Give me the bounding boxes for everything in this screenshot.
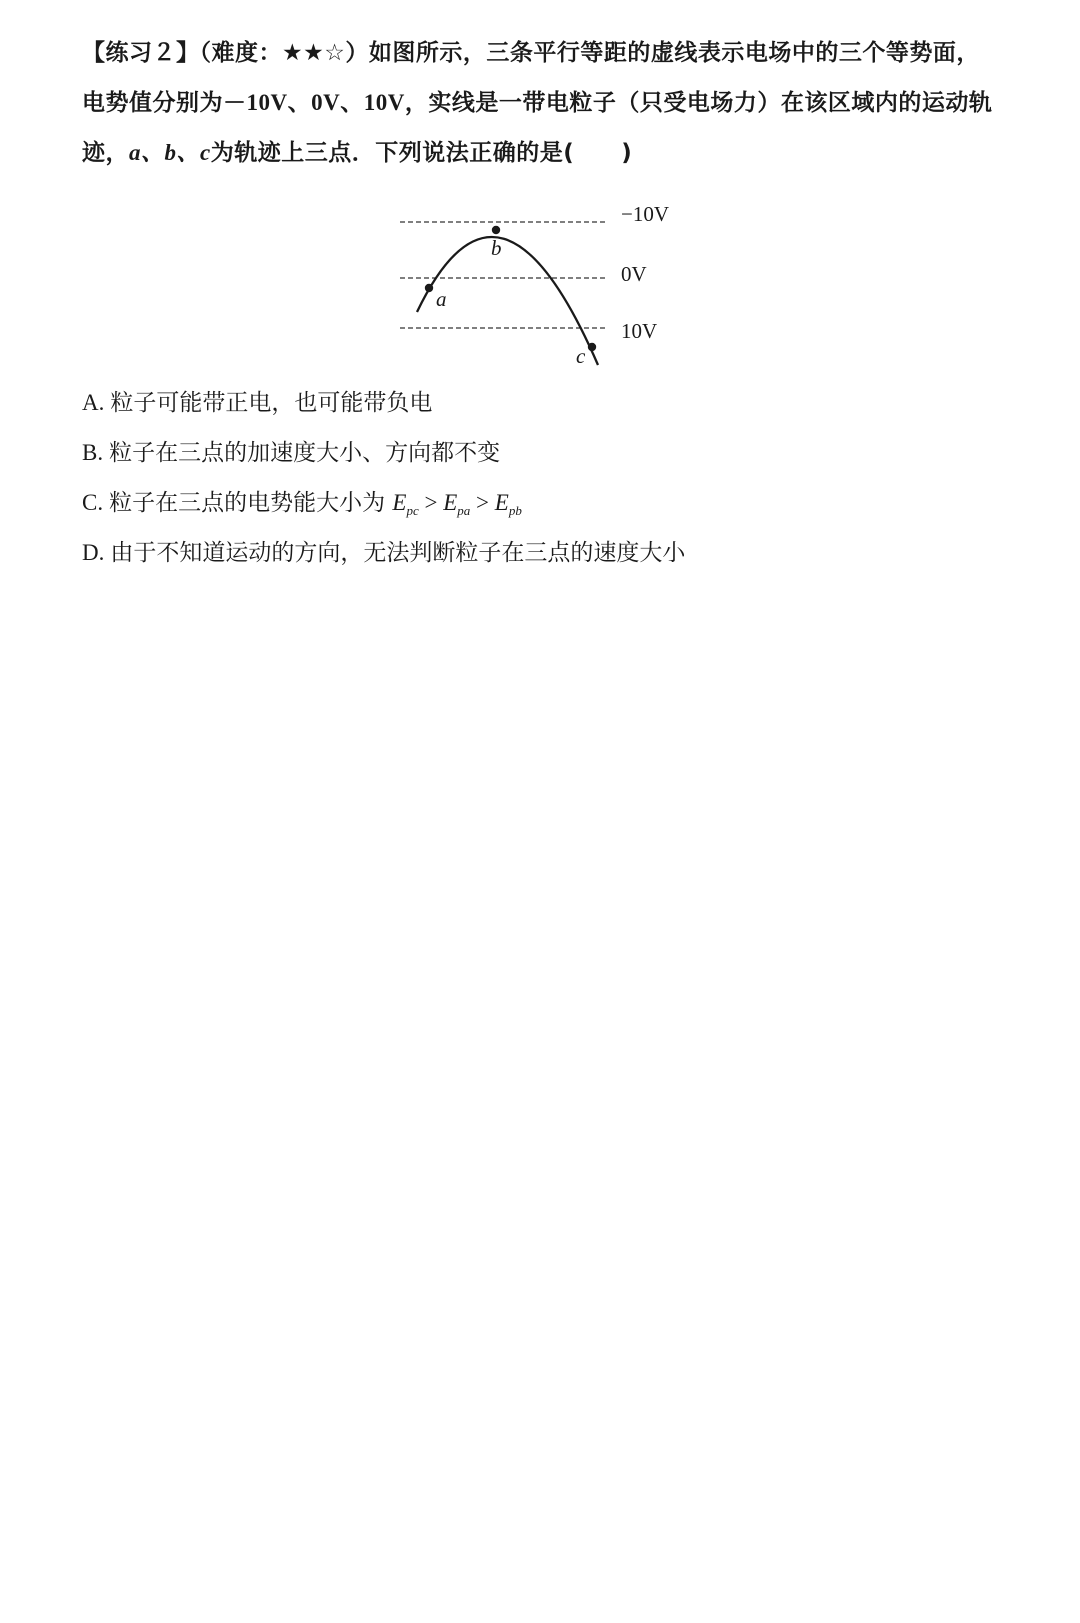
option-b-key: B.: [82, 440, 104, 465]
option-a-text: 粒子可能带正电，也可能带负电: [110, 390, 433, 416]
energy-symbol-1: E: [392, 490, 407, 515]
point-b-label: b: [491, 236, 502, 260]
energy-sub-pa: pa: [457, 503, 471, 518]
option-d: [82, 538, 685, 568]
point-names: a、b、c: [129, 140, 211, 165]
option-b-text: 粒子在三点的加速度大小、方向都不变: [109, 440, 501, 466]
question-stem: [82, 28, 1002, 178]
option-c-text: 粒子在三点的电势能大小为: [109, 490, 386, 516]
option-c-key: C.: [82, 490, 104, 515]
point-a-label: a: [436, 287, 447, 311]
energy-sub-pb: pb: [508, 503, 522, 518]
point-a-dot: [425, 284, 433, 292]
option-a-key: A.: [82, 390, 105, 415]
point-c-dot: [588, 343, 596, 351]
stem-text-3: 为轨迹上三点．下列说法正确的是( ): [210, 140, 633, 166]
energy-symbol-2: E: [443, 490, 458, 515]
option-a: [82, 388, 432, 418]
figure-svg: [390, 195, 690, 375]
option-d-text: 由于不知道运动的方向，无法判断粒子在三点的速度大小: [110, 540, 686, 566]
energy-sub-pc: pc: [406, 503, 419, 518]
option-d-key: D.: [82, 540, 105, 565]
stem-text-1: 如图所示，三条平行等距的虚线表示电场中的三个等势面，电势值分别为: [82, 40, 980, 116]
line-label-10: 10V: [621, 319, 658, 343]
equipotential-figure: [390, 195, 690, 375]
operator-2: >: [470, 490, 495, 515]
line-label-0: 0V: [621, 262, 647, 286]
exercise-label: 【练习２】: [82, 40, 200, 66]
potential-values: －10V、0V、10V: [223, 90, 405, 115]
stem-text-2: ，实线是一带电粒子（只受电场力）在该区域内的运动轨迹，: [82, 90, 993, 166]
option-c: [82, 488, 522, 526]
energy-symbol-3: E: [494, 490, 509, 515]
option-c-inequality: [392, 490, 522, 518]
difficulty-label: （难度：★★☆）: [199, 40, 369, 66]
point-b-dot: [492, 226, 500, 234]
line-label-neg10: −10V: [621, 202, 670, 226]
operator-1: >: [418, 490, 444, 515]
option-b: [82, 438, 500, 468]
point-c-label: c: [576, 344, 586, 368]
